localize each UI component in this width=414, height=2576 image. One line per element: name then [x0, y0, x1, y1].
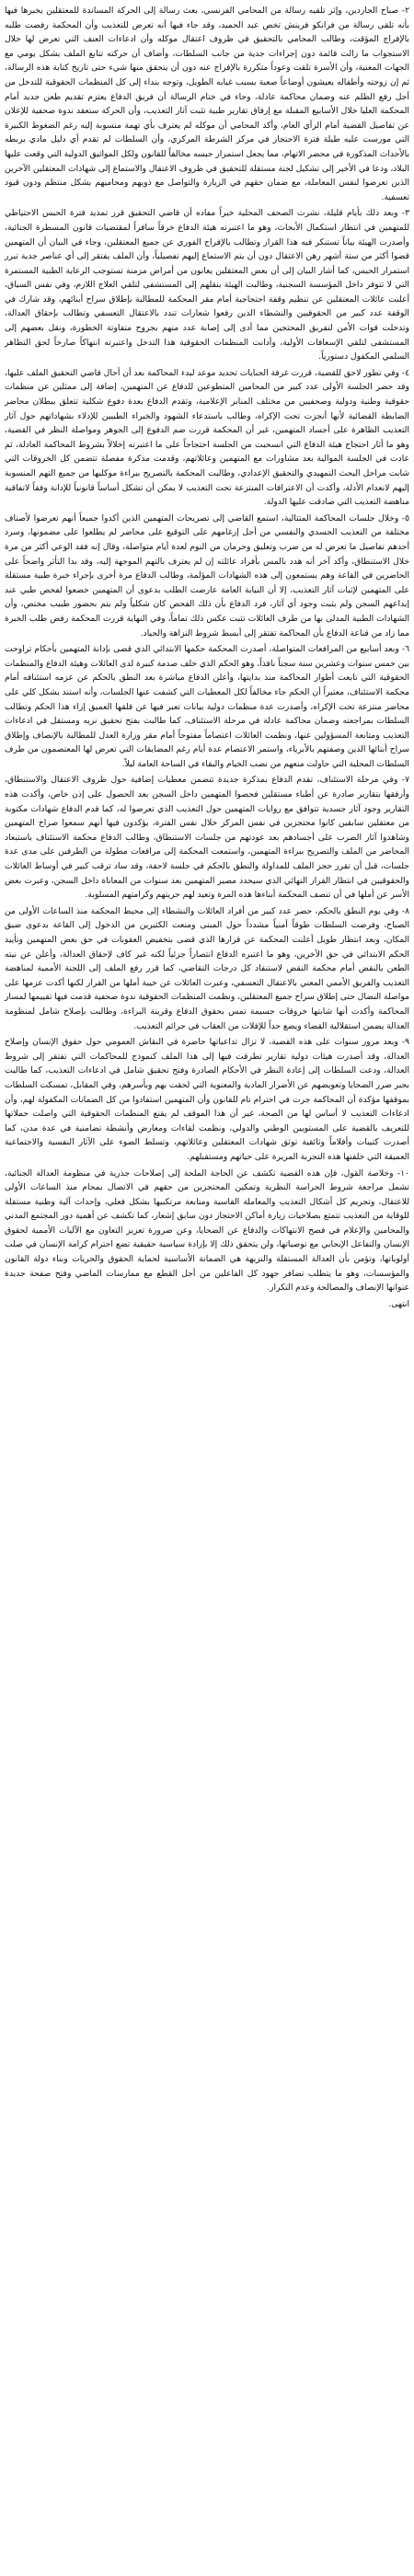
article-paragraph-1: ٢- صباح الجاردين، وإثر تلقيه رسالة من المحامي الفرنسي، بعث رسالة إلى الحركة المساندة للمعتقلين يخبرها فيها بأنه تلقى رسالة من فرانكو فرينش تخص عبد الحميد، وقد جاء فيها أنه تعرض للتعذيب وأن المحكمة رفضت طلبه بالإفراج المؤقت، وطالب المحامي بالتحقيق في ظروف اعتقال موكله وأن ادعاءات العنف التي تعرض لها خلال الاستجواب ما زالت قائمة دون إجراءات جدية من جانب السلطات، وأضاف أن حركته تتابع الملف بشكل يومي مع الجهات المعنية، وأن الأسرة تلقت وعوداً متكررة بالإفراج عنه دون أن يتحقق منها شيء حتى تاريخ كتابة هذه الرسالة، ثم إن زوجته وأطفاله يعيشون أوضاعاً صعبة بسبب غيابه الطويل، وتوجه بنداء إلى كل المنظمات الحقوقية للتدخل من أجل رفع الظلم عنه وضمان محاكمة عادلة، وجاء في ختام الرسالة أن فريق الدفاع يعتزم تقديم طعن جديد أمام المحكمة العليا خلال الأسابيع المقبلة مع إرفاق تقارير طبية تثبت آثار التعذيب، وأن الحركة ستعقد ندوة صحفية للإعلان عن تفاصيل القضية أمام الرأي العام، وأكد المحامي أن موكله لم يعترف بأي تهمة منسوبة إليه رغم الضغوط الكبيرة التي مورست عليه طيلة فترة الاحتجاز في مركز الشرطة المركزي، وأن السلطات لم تقدم أي دليل مادي يربطه بالأحداث المذكورة في محضر الاتهام، مما يجعل استمرار حبسه مخالفاً للقانون ولكل المواثيق الدولية التي وقعت عليها البلاد، ودعا في الأخير إلى تشكيل لجنة مستقلة للتحقيق في ظروف الاعتقال والاستماع إلى شهادات المعتقلين الآخرين الذين تعرضوا لنفس المعاملة، مع ضمان حقهم في الزيارة والتواصل مع ذويهم ومحاميهم بشكل منتظم ودون قيود تعسفية.	[5, 6, 409, 202]
article-paragraph-9: ١٠- وخلاصة القول، فإن هذه القضية تكشف عن الحاجة الملحة إلى إصلاحات جذرية في منظومة العدالة الجنائية، تشمل مراجعة شروط الحراسة النظرية وتمكين المحتجزين من حقهم في الاتصال بمحام منذ الساعات الأولى للاعتقال، وتجريم كل أشكال التعذيب والمعاملة القاسية ومتابعة مرتكبيها بشكل فعلي، وإحداث آلية وطنية مستقلة للوقاية من التعذيب تتمتع بصلاحيات زيارة أماكن الاحتجاز دون سابق إشعار، كما تكشف عن أهمية دور المجتمع المدني والمحامين والإعلام في فضح الانتهاكات والدفاع عن الضحايا، وعن ضرورة تعزيز التعاون مع الآليات الأممية لحقوق الإنسان والتفاعل الإيجابي مع توصياتها، ولن يتحقق ذلك إلا بإرادة سياسية حقيقية تضع احترام كرامة الإنسان في صلب أولوياتها، وتؤمن بأن العدالة المستقلة والنزيهة هي الضمانة الأساسية لحماية الحقوق والحريات وبناء دولة القانون والمؤسسات، وهو ما يتطلب تضافر جهود كل الفاعلين من أجل القطع مع ممارسات الماضي وفتح صفحة جديدة عنوانها الإنصاف والمصالحة وعدم التكرار.	[5, 1167, 409, 1294]
article-paragraph-7: ٨- وفي يوم النطق بالحكم، حضر عدد كبير من أفراد العائلات والنشطاء إلى محيط المحكمة منذ الساعات الأولى من الصباح، وفرضت السلطات طوقاً أمنياً مشدداً حول المبنى ومنعت الكثيرين من الدخول إلى القاعة بدعوى ضيق المكان، وبعد انتظار طويل أعلنت المحكمة عن قرارها الذي قضى بتخفيض العقوبات في حق بعض المتهمين وتأييد الحكم الابتدائي في حق الآخرين، وهو ما اعتبره الدفاع انتصاراً جزئياً لكنه غير كاف لإحقاق العدالة، وأعلن عن نيته الطعن بالنقض أمام محكمة النقض لاستنفاد كل درجات التقاضي، كما قرر رفع الملف إلى اللجنة الأممية لمناهضة التعذيب والفريق الأممي المعني بالاعتقال التعسفي، وعبرت العائلات عن خيبة أملها من القرار لكنها أكدت عزمها على مواصلة النضال حتى إطلاق سراح جميع المعتقلين، ونظمت المنظمات الحقوقية ندوة صحفية قدمت فيها تقييمها لمسار المحاكمة وأكدت أنها شابتها خروقات جسيمة تمس بحقوق الدفاع وقرينة البراءة، وطالبت بإصلاح شامل لمنظومة العدالة يضمن استقلالية القضاء ويضع حداً للإفلات من العقاب في جرائم التعذيب.	[5, 905, 409, 1031]
article-paragraph-5: ٦- وبعد أسابيع من المرافعات المتواصلة، أصدرت المحكمة حكمها الابتدائي الذي قضى بإدانة المتهمين بأحكام تراوحت بين خمس سنوات وعشرين سنة سجناً نافذاً، وهو الحكم الذي خلف صدمة كبيرة لدى العائلات وهيئة الدفاع والمنظمات الحقوقية التي تابعت أطوار المحاكمة منذ بدايتها، وأعلن الدفاع مباشرة بعد النطق بالحكم عن عزمه استئنافه أمام محكمة الاستئناف، معتبراً أن الحكم جاء مخالفاً لكل المعطيات التي كشفت عنها الجلسات، وأنه استند بشكل كلي على محاضر منتزعة تحت الإكراه، وأصدرت عدة منظمات دولية بيانات تعبر فيها عن قلقها العميق إزاء هذا الحكم وتطالب السلطات بمراجعته وضمان محاكمة عادلة في مرحلة الاستئناف، كما طالبت بفتح تحقيق نزيه ومستقل في ادعاءات التعذيب ومتابعة المسؤولين عنها، ونظمت العائلات اعتصاماً مفتوحاً أمام مقر وزارة العدل للمطالبة بالإنصاف وإطلاق سراح أبنائها الذين وصفتهم بالأبرياء، واستمر الاعتصام عدة أيام رغم المضايقات التي تعرض لها المعتصمون من طرف السلطات المحلية التي حاولت منعهم من نصب الخيام والبقاء في الساحة العامة ليلاً.	[5, 644, 409, 769]
article-closing: انتهى.	[388, 1298, 409, 1309]
article-paragraph-3: ٤- وفي تطور لاحق للقضية، قررت غرفة الجنايات تحديد موعد لبدء المحاكمة بعد أن أحال قاضي التحقيق الملف عليها، وقد حضر الجلسة الأولى عدد كبير من المحامين المتطوعين للدفاع عن المتهمين، إضافة إلى ممثلين عن منظمات حقوقية وطنية ودولية وصحفيين من مختلف المنابر الإعلامية، وتقدم الدفاع بعدة دفوع شكلية تتعلق ببطلان محاضر الضابطة القضائية لأنها أنجزت تحت الإكراه، وطالب باستدعاء الشهود والخبراء الطبيين للإدلاء بشهاداتهم حول آثار التعذيب الظاهرة على أجساد المتهمين، غير أن المحكمة قررت ضم الدفوع إلى الجوهر ومواصلة النظر في القضية، وهو ما أثار احتجاج هيئة الدفاع التي انسحبت من الجلسة احتجاجاً على ما اعتبرته إخلالاً بشروط المحاكمة العادلة، ثم عادت في الجلسة الموالية بعد مشاورات مع المتهمين وعائلاتهم، وقدمت مذكرة مفصلة تتضمن كل الخروقات التي شابت مراحل البحث التمهيدي والتحقيق الإعدادي، وطالبت المحكمة بالتصريح ببراءة موكليها من جميع التهم المنسوبة إليهم لانعدام الأدلة، وأكدت أن الاعترافات المنتزعة تحت التعذيب لا يمكن أن تشكل أساساً قانونياً للإدانة وفقاً لاتفاقية مناهضة التعذيب التي صادقت عليها الدولة.	[5, 367, 409, 508]
article-paragraph-2: ٣- وبعد ذلك بأيام قليلة، نشرت الصحف المحلية خبراً مفاده أن قاضي التحقيق قرر تمديد فترة الحبس الاحتياطي للمتهمين في انتظار استكمال الأبحاث، وهو ما اعتبرته هيئة الدفاع خرقاً سافراً لمقتضيات قانون المسطرة الجنائية، وأصدرت الهيئة بياناً تستنكر فيه هذا القرار وتطالب بالإفراج الفوري عن جميع المعتقلين، وجاء في البيان أن المتهمين قضوا أكثر من ستة أشهر رهن الاعتقال دون أن يتم الاستماع إليهم تفصيلياً، وأن الملف يفتقر إلى أي عناصر جدية تبرر استمرار الحبس، كما أشار البيان إلى أن بعض المعتقلين يعانون من أمراض مزمنة تستوجب الرعاية الطبية المستمرة التي لا تتوفر داخل المؤسسة السجنية، وطالبت الهيئة بنقلهم إلى المستشفى لتلقي العلاج اللازم، وفي نفس السياق، أعلنت عائلات المعتقلين عن تنظيم وقفة احتجاجية أمام مقر المحكمة للمطالبة بإطلاق سراح أبنائهم، وقد شارك في الوقفة عدد كبير من الحقوقيين والنشطاء الذين رفعوا شعارات تندد بالاعتقال التعسفي وتطالب بإحقاق العدالة، وتدخلت قوات الأمن لتفريق المحتجين مما أدى إلى إصابة عدد منهم بجروح متفاوتة الخطورة، ونقل بعضهم إلى المستشفى لتلقي الإسعافات الأولية، وأدانت المنظمات الحقوقية هذا التدخل واعتبرته انتهاكاً صارخاً لحق التظاهر السلمي المكفول دستورياً.	[5, 208, 409, 362]
article-paragraph-6: ٧- وفي مرحلة الاستئناف، تقدم الدفاع بمذكرة جديدة تتضمن معطيات إضافية حول ظروف الاعتقال والاستنطاق، وأرفقها بتقارير صادرة عن أطباء مستقلين فحصوا المتهمين داخل السجن بعد الحصول على إذن خاص، وأكدت هذه التقارير وجود آثار جسدية تتوافق مع روايات المتهمين حول التعذيب الذي تعرضوا له، كما قدم الدفاع شهادات مكتوبة من معتقلين سابقين كانوا محتجزين في نفس المركز خلال نفس الفترة، يؤكدون فيها أنهم سمعوا صراخ المتهمين وشاهدوا آثار الضرب على أجسادهم بعد عودتهم من جلسات الاستنطاق، وطالب الدفاع محكمة الاستئناف باستبعاد المحاضر من الملف والتصريح ببراءة المتهمين، واستمعت المحكمة إلى مرافعات مطولة من الطرفين على مدى عدة جلسات، قبل أن تقرر حجز الملف للمداولة والنطق بالحكم في جلسة لاحقة، وقد ساد ترقب كبير في أوساط العائلات والحقوقيين في انتظار القرار النهائي الذي سيحدد مصير المتهمين بعد سنوات من المعاناة داخل السجن، وعبرت بعض الأسر عن أملها في أن تنصف المحكمة أبناءها هذه المرة وتعيد لهم حريتهم وكرامتهم المسلوبة.	[5, 775, 409, 901]
article-paragraph-4: ٥- وخلال جلسات المحاكمة المتتالية، استمع القاضي إلى تصريحات المتهمين الذين أكدوا جميعاً أنهم تعرضوا لأصناف مختلفة من التعذيب الجسدي والنفسي من أجل إرغامهم على التوقيع على محاضر لم يطلعوا على مضمونها، وسرد أحدهم تفاصيل ما تعرض له من ضرب وتعليق وحرمان من النوم لعدة أيام متواصلة، وقال إنه فقد الوعي أكثر من مرة خلال الاستنطاق، وأكد آخر أنه هدد بالمس بأفراد عائلته إن لم يعترف بالتهم الموجهة إليه، وقد بدا التأثر واضحاً على الحاضرين في القاعة وهم يستمعون إلى هذه الشهادات المؤلمة، وطالب الدفاع مرة أخرى بإجراء خبرة طبية مستقلة على المتهمين لإثبات آثار التعذيب، إلا أن النيابة العامة عارضت الطلب بدعوى أن المتهمين خضعوا لفحص طبي عند إيداعهم السجن ولم يثبت وجود أي آثار، فرد الدفاع بأن ذلك الفحص كان شكلياً ولم يتم بحضور طبيب مختص، وأن الشهادات الطبية المدلى بها من طرف العائلات تثبت عكس ذلك تماماً، وفي النهاية قررت المحكمة رفض طلب الخبرة مما زاد من قناعة الدفاع بأن المحاكمة تفتقر إلى أبسط شروط النزاهة والحياد.	[5, 512, 409, 638]
article-paragraph-8: ٩- وبعد مرور سنوات على هذه القضية، لا تزال تداعياتها حاضرة في النقاش العمومي حول حقوق الإنسان وإصلاح العدالة، وقد أصدرت هيئات دولية تقارير تطرقت فيها إلى هذا الملف كنموذج للمحاكمات التي تفتقر إلى شروط العدالة، ودعت السلطات إلى إعادة النظر في الأحكام الصادرة وفتح تحقيق شامل في ادعاءات التعذيب، كما طالبت بجبر ضرر الضحايا وتعويضهم عن الأضرار المادية والمعنوية التي لحقت بهم وبأسرهم، وفي المقابل، تمسكت السلطات بموقفها مؤكدة أن المحاكمة جرت في احترام تام للقانون وأن المتهمين استفادوا من كل الضمانات المكفولة لهم، وأن ادعاءات التعذيب لا أساس لها من الصحة، غير أن هذا الموقف لم يقنع المنظمات الحقوقية التي واصلت حملاتها للتعريف بالقضية على المستويين الوطني والدولي، ونظمت لقاءات ومعارض وأنشطة تضامنية في عدة مدن، كما أصدرت كتيبات وأفلاماً وثائقية توثق شهادات المعتقلين وعائلاتهم، وتسلط الضوء على الآثار النفسية والاجتماعية العميقة التي خلفتها هذه التجربة المريرة على حياتهم ومستقبلهم.	[5, 1037, 409, 1162]
